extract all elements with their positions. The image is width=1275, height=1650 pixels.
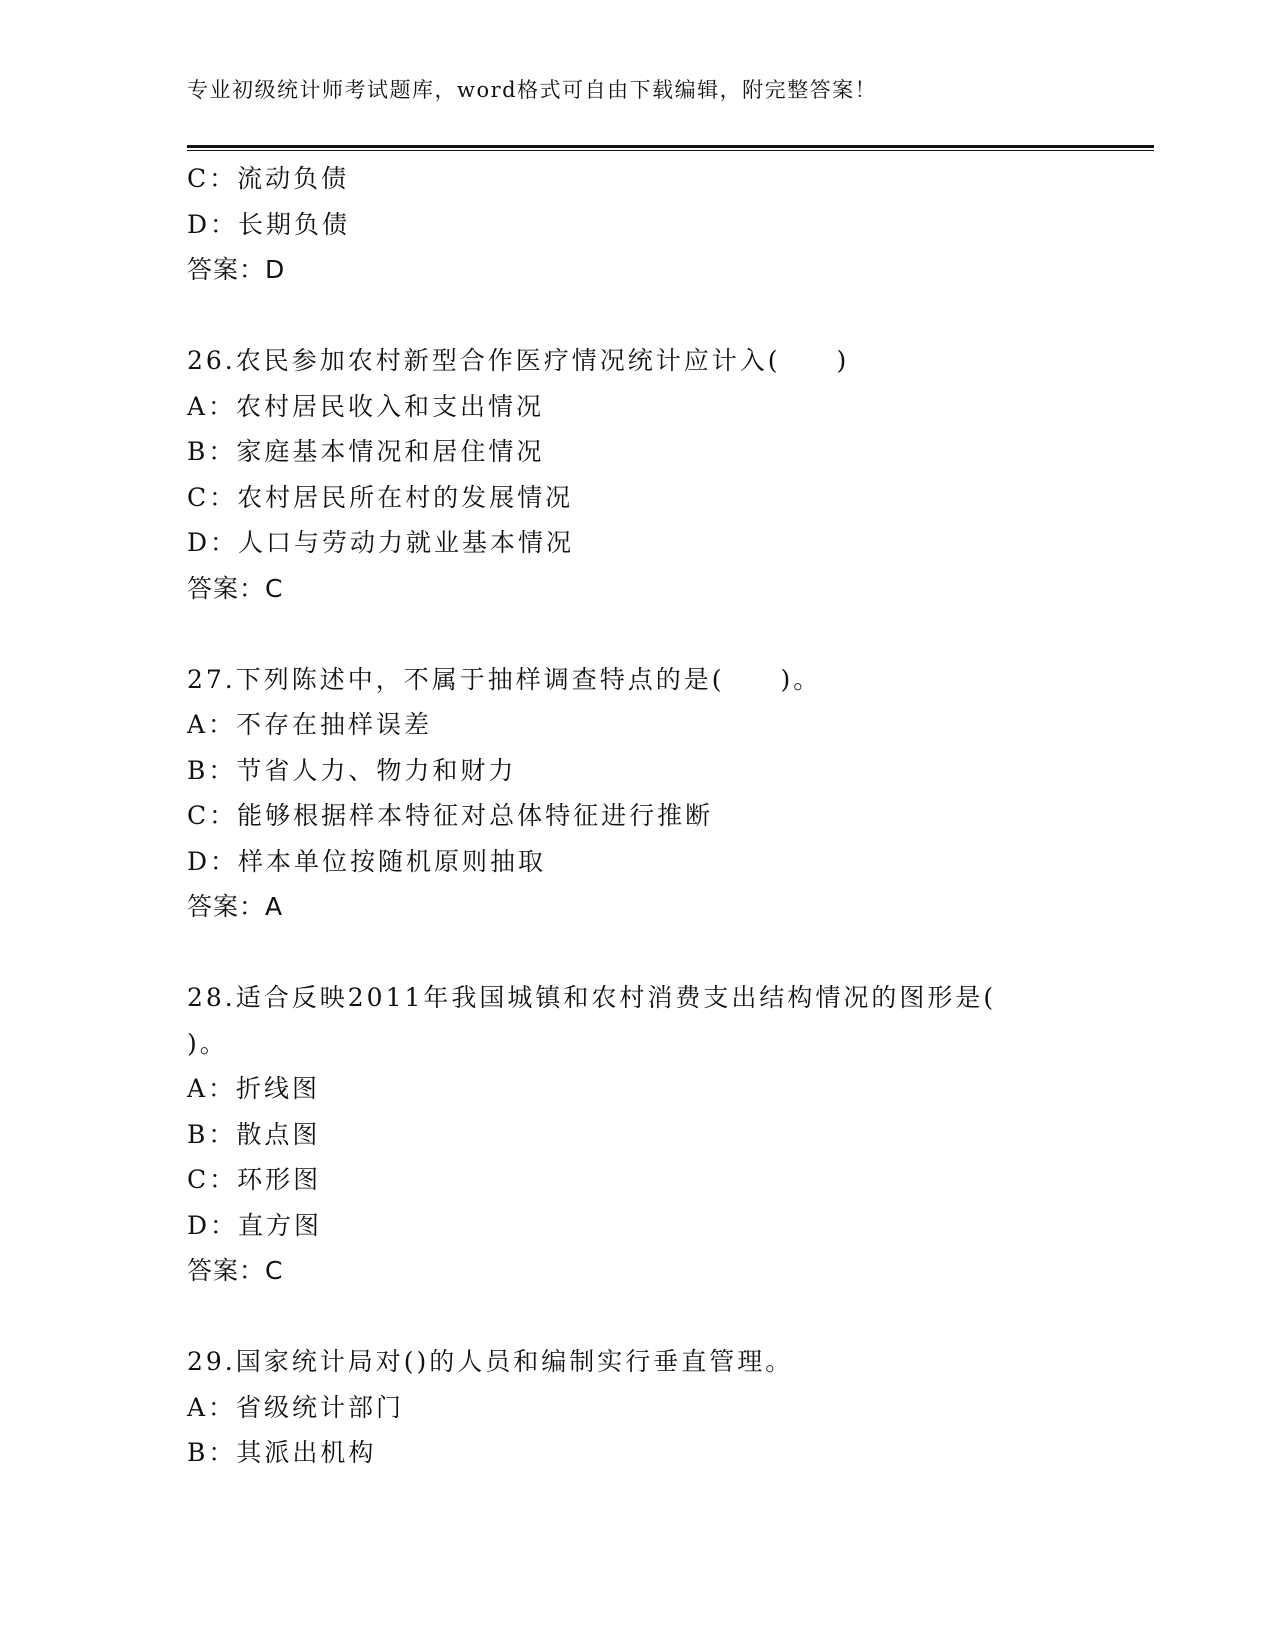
spacer [187, 1294, 1087, 1340]
question-line: 29.国家统计局对()的人员和编制实行垂直管理。 [187, 1347, 794, 1376]
option-line: B：散点图 [187, 1119, 321, 1149]
option-line: B：其派出机构 [187, 1438, 377, 1467]
question-line: 26.农民参加农村新型合作医疗情况统计应计入( ) [187, 346, 850, 375]
option-line: D：人口与劳动力就业基本情况 [187, 528, 575, 557]
header-rule-thin [187, 150, 1154, 151]
option-line: A：省级统计部门 [187, 1392, 405, 1422]
option-line: C：农村居民所在村的发展情况 [187, 482, 574, 512]
spacer [187, 930, 1087, 976]
page-header: 专业初级统计师考试题库，word格式可自由下载编辑，附完整答案！ [187, 78, 878, 102]
option-line: C：流动负债 [187, 164, 350, 193]
header-rule-thick [187, 145, 1154, 148]
spacer [187, 611, 1087, 657]
question-line-continued: )。 [187, 1028, 228, 1058]
answer-line: 答案：C [187, 1256, 284, 1285]
answer-line: 答案：C [187, 573, 284, 603]
question-body [187, 156, 1087, 1476]
option-line: D：样本单位按随机原则抽取 [187, 846, 547, 876]
question-line: 28.适合反映2011年我国城镇和农村消费支出结构情况的图形是( [187, 983, 997, 1012]
option-line: D：直方图 [187, 1210, 323, 1240]
answer-line: 答案：A [187, 892, 284, 921]
option-line: A：农村居民收入和支出情况 [187, 391, 545, 421]
option-line: C：环形图 [187, 1165, 322, 1194]
option-line: D：长期负债 [187, 209, 351, 239]
option-line: B：节省人力、物力和财力 [187, 755, 517, 785]
option-line: C：能够根据样本特征对总体特征进行推断 [187, 801, 714, 830]
answer-line: 答案：D [187, 255, 286, 284]
spacer [187, 293, 1087, 339]
option-line: A：折线图 [187, 1074, 321, 1103]
option-line: B：家庭基本情况和居住情况 [187, 437, 545, 466]
option-line: A：不存在抽样误差 [187, 710, 433, 739]
question-line: 27.下列陈述中，不属于抽样调查特点的是( )。 [187, 664, 822, 694]
